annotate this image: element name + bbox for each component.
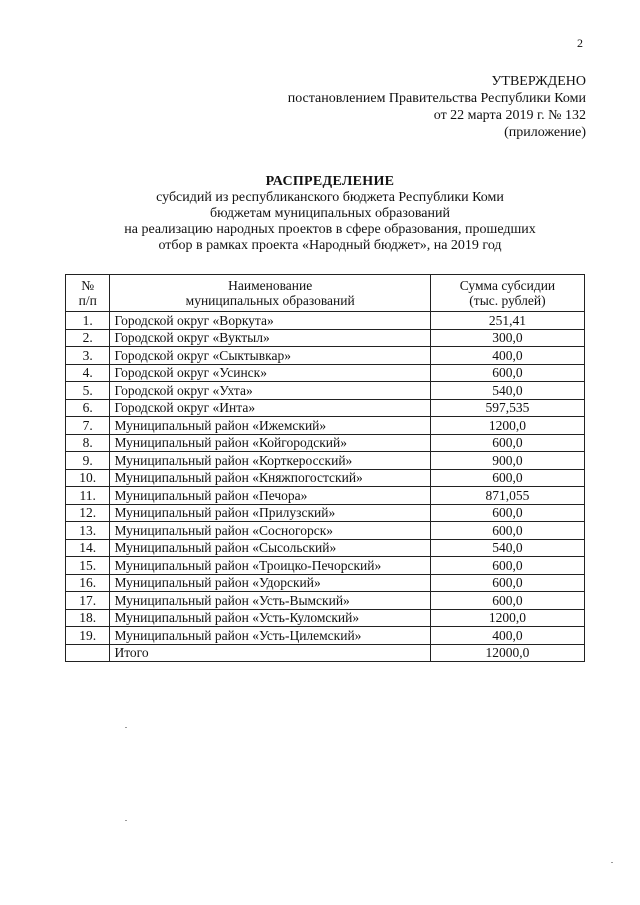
approval-heading: УТВЕРЖДЕНО <box>491 74 586 89</box>
header-num-line: п/п <box>78 293 97 308</box>
subsidy-amount: 600,0 <box>430 364 584 382</box>
municipality-name: Муниципальный район «Сысольский» <box>110 539 430 557</box>
municipality-name: Городской округ «Инта» <box>110 399 430 417</box>
table-row <box>66 312 585 330</box>
title-line: субсидий из республиканского бюджета Республики Коми <box>156 190 504 205</box>
table-row <box>66 382 585 400</box>
subsidy-amount: 251,41 <box>430 312 584 330</box>
table-row <box>66 539 585 557</box>
table-row <box>66 329 585 347</box>
table-row <box>66 417 585 435</box>
subsidy-amount: 400,0 <box>430 627 584 645</box>
row-number: 13. <box>66 522 110 540</box>
page-number: 2 <box>577 36 583 50</box>
municipality-name: Муниципальный район «Ижемский» <box>110 417 430 435</box>
row-number: 1. <box>66 312 110 330</box>
subsidy-amount: 600,0 <box>430 557 584 575</box>
row-number: 18. <box>66 609 110 627</box>
row-number: 3. <box>66 347 110 365</box>
row-number: 19. <box>66 627 110 645</box>
subsidy-amount: 540,0 <box>430 382 584 400</box>
municipality-name: Муниципальный район «Княжпогостский» <box>110 469 430 487</box>
approval-decree: постановлением Правительства Республики Коми <box>287 91 586 106</box>
table-header-row <box>66 275 585 312</box>
table-row <box>66 609 585 627</box>
table-row <box>66 347 585 365</box>
title-line: отбор в рамках проекта «Народный бюджет», на 2019 год <box>158 238 502 253</box>
scan-speck <box>125 727 127 728</box>
municipality-name: Городской округ «Вуктыл» <box>110 329 430 347</box>
municipality-name: Городской округ «Усинск» <box>110 364 430 382</box>
header-name-line: муниципальных образований <box>185 293 355 308</box>
subsidy-amount: 300,0 <box>430 329 584 347</box>
municipality-name: Муниципальный район «Троицко-Печорский» <box>110 557 430 575</box>
municipality-name: Городской округ «Воркута» <box>110 312 430 330</box>
table-row <box>66 399 585 417</box>
scan-speck <box>611 862 613 863</box>
row-number <box>66 644 110 662</box>
row-number: 10. <box>66 469 110 487</box>
header-name-line: Наименование <box>228 278 313 293</box>
table-row <box>66 557 585 575</box>
row-number: 15. <box>66 557 110 575</box>
municipality-name: Городской округ «Ухта» <box>110 382 430 400</box>
subsidy-amount: 540,0 <box>430 539 584 557</box>
subsidy-amount: 600,0 <box>430 522 584 540</box>
table-row <box>66 469 585 487</box>
municipality-name: Муниципальный район «Печора» <box>110 487 430 505</box>
table-row <box>66 574 585 592</box>
subsidy-amount: 871,055 <box>430 487 584 505</box>
subsidy-amount: 900,0 <box>430 452 584 470</box>
row-number: 2. <box>66 329 110 347</box>
subsidy-amount: 1200,0 <box>430 609 584 627</box>
subsidy-amount: 600,0 <box>430 469 584 487</box>
municipality-name: Муниципальный район «Корткеросский» <box>110 452 430 470</box>
row-number: 5. <box>66 382 110 400</box>
row-number: 6. <box>66 399 110 417</box>
table-body <box>66 312 585 662</box>
table-row <box>66 592 585 610</box>
subsidy-amount: 12000,0 <box>430 644 584 662</box>
title-main: РАСПРЕДЕЛЕНИЕ <box>265 174 395 189</box>
row-number: 14. <box>66 539 110 557</box>
municipality-name: Муниципальный район «Койгородский» <box>110 434 430 452</box>
table-row <box>66 364 585 382</box>
table-row <box>66 522 585 540</box>
total-row <box>66 644 585 662</box>
row-number: 4. <box>66 364 110 382</box>
table-row <box>66 504 585 522</box>
approval-appendix: (приложение) <box>504 125 586 140</box>
row-number: 7. <box>66 417 110 435</box>
row-number: 11. <box>66 487 110 505</box>
subsidy-amount: 600,0 <box>430 434 584 452</box>
header-sum-line: Сумма субсидии <box>459 278 556 293</box>
scan-speck <box>125 820 127 821</box>
subsidy-amount: 400,0 <box>430 347 584 365</box>
approval-date: от 22 марта 2019 г. № 132 <box>433 108 586 123</box>
municipality-name: Муниципальный район «Усть-Вымский» <box>110 592 430 610</box>
title-line: бюджетам муниципальных образований <box>210 206 450 221</box>
municipality-name: Муниципальный район «Усть-Цилемский» <box>110 627 430 645</box>
header-sum-line: (тыс. рублей) <box>469 293 546 308</box>
municipality-name: Муниципальный район «Усть-Куломский» <box>110 609 430 627</box>
subsidy-amount: 1200,0 <box>430 417 584 435</box>
row-number: 17. <box>66 592 110 610</box>
row-number: 9. <box>66 452 110 470</box>
header-num-line: № <box>81 278 95 293</box>
municipality-name: Итого <box>110 644 430 662</box>
subsidy-amount: 600,0 <box>430 574 584 592</box>
table-row <box>66 487 585 505</box>
header-sum <box>430 275 584 312</box>
row-number: 12. <box>66 504 110 522</box>
document-title <box>80 174 580 254</box>
municipality-name: Муниципальный район «Сосногорск» <box>110 522 430 540</box>
municipality-name: Муниципальный район «Прилузский» <box>110 504 430 522</box>
table-row <box>66 452 585 470</box>
header-num <box>66 275 110 312</box>
table-row <box>66 434 585 452</box>
row-number: 8. <box>66 434 110 452</box>
table-row <box>66 627 585 645</box>
approval-stamp <box>288 73 586 141</box>
subsidies-table <box>65 274 585 662</box>
title-line: на реализацию народных проектов в сфере образования, прошедших <box>124 222 536 237</box>
row-number: 16. <box>66 574 110 592</box>
header-name <box>110 275 430 312</box>
subsidy-amount: 600,0 <box>430 504 584 522</box>
subsidy-amount: 597,535 <box>430 399 584 417</box>
subsidy-amount: 600,0 <box>430 592 584 610</box>
municipality-name: Муниципальный район «Удорский» <box>110 574 430 592</box>
municipality-name: Городской округ «Сыктывкар» <box>110 347 430 365</box>
